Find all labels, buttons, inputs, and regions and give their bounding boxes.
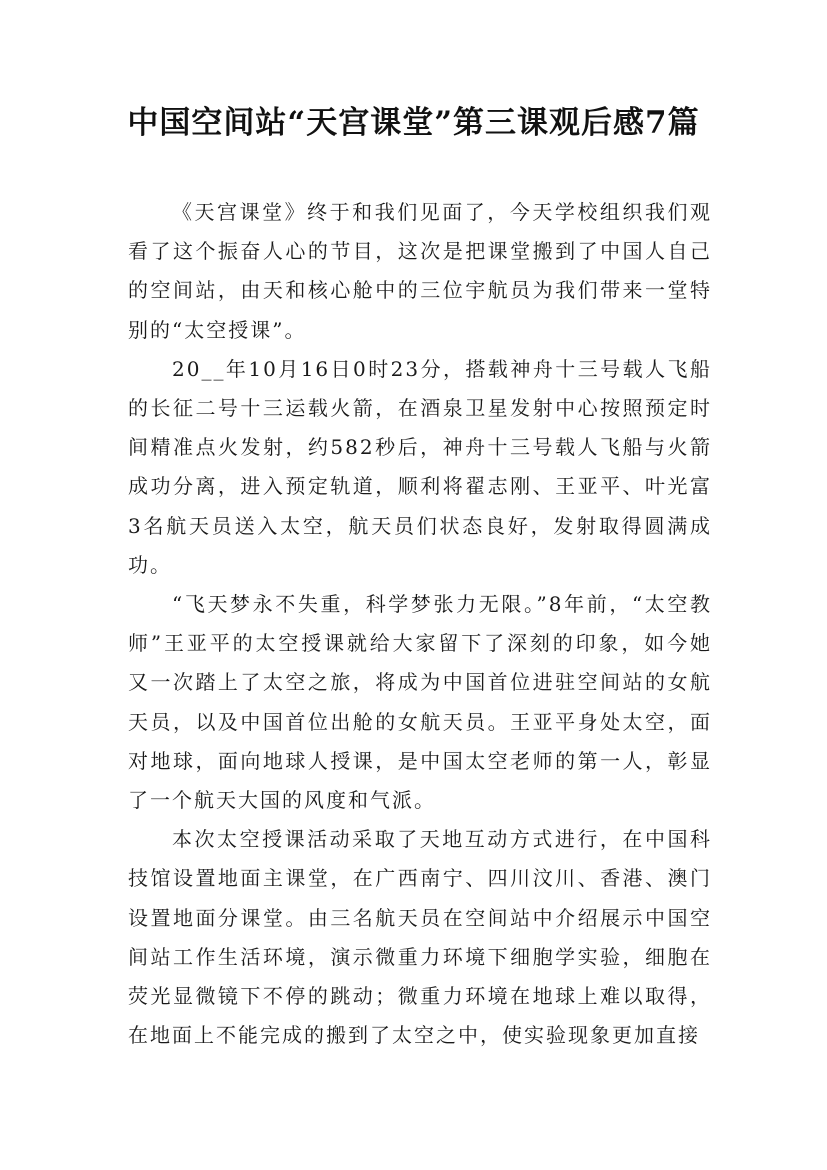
paragraph-2: 20__年10月16日0时23分，搭载神舟十三号载人飞船的长征二号十三运载火箭，在酒泉卫星发射中心按照预定时间精准点火发射，约582秒后，神舟十三号载人飞船与火箭成功分离，进入预定轨道，顺利将翟志刚、王亚平、叶光富3名航天员送入太空，航天员们状态良好，发射取得圆满成功。 [128,356,712,577]
document-body [128,193,712,1055]
paragraph-3: “飞天梦永不失重，科学梦张力无限。”8年前，“太空教师”王亚平的太空授课就给大家留下了深刻的印象，如今她又一次踏上了太空之旅，将成为中国首位进驻空间站的女航天员，以及中国首位出舱的女航天员。王亚平身处太空，面对地球，面向地球人授课，是中国太空老师的第一人，彰显了一个航天大国的风度和气派。 [128,592,712,813]
document-title: 中国空间站“天宫课堂”第三课观后感7篇 [127,105,700,141]
paragraph-4: 本次太空授课活动采取了天地互动方式进行，在中国科技馆设置地面主课堂，在广西南宁、四川汶川、香港、澳门设置地面分课堂。由三名航天员在空间站中介绍展示中国空间站工作生活环境，演示微重力环境下细胞学实验，细胞在荧光显微镜下不停的跳动；微重力环境在地球上难以取得，在地面上不能完成的搬到了太空之中，使实验现象更加直接 [128,827,712,1048]
paragraph-1: 《天宫课堂》终于和我们见面了，今天学校组织我们观看了这个振奋人心的节目，这次是把课堂搬到了中国人自己的空间站，由天和核心舱中的三位宇航员为我们带来一堂特别的“太空授课”。 [128,200,712,342]
